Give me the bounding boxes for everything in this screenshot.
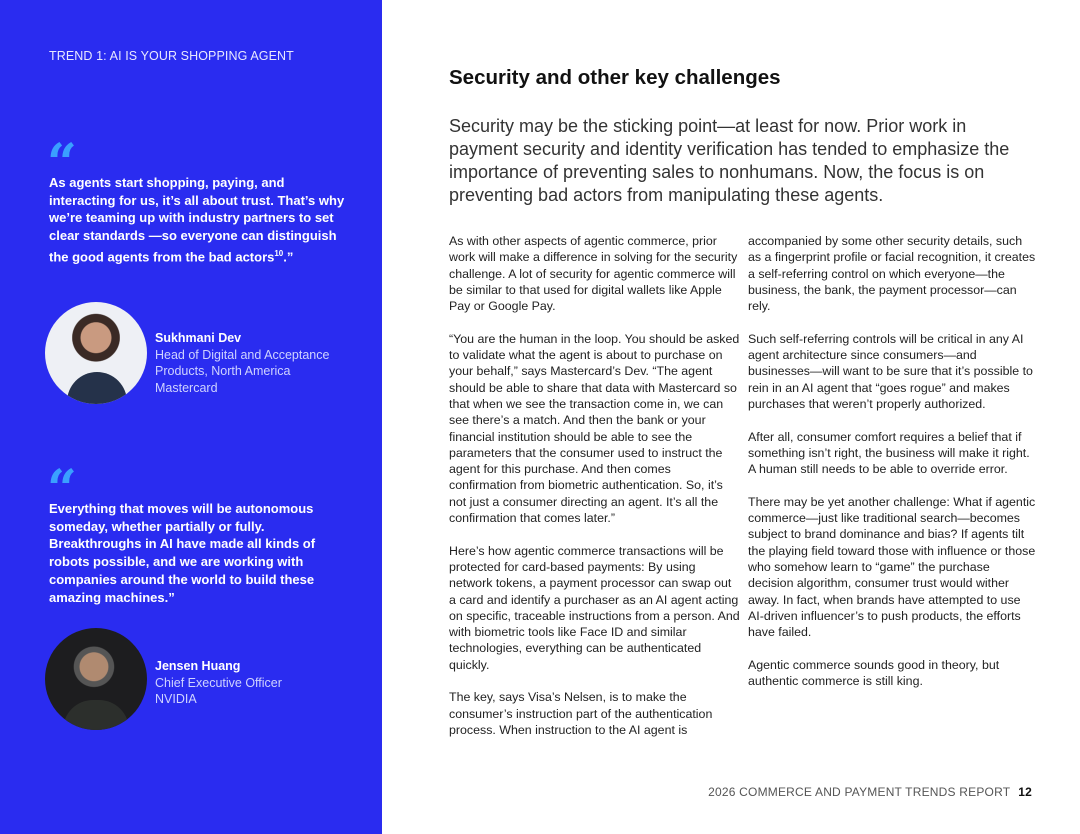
quote-mark-icon: “ (47, 133, 77, 194)
quote-body: As agents start shopping, paying, and interacting for us, it’s all about trust. That’s why we’re teaming up with industry partners to set clear standards —so everyone can distinguish the good agents from the bad actors (49, 175, 345, 265)
speaker-company: Mastercard (155, 380, 218, 395)
quote-close: .” (283, 249, 294, 265)
avatar (45, 302, 147, 404)
paragraph: Here’s how agentic commerce transactions will be protected for card-based payments: By using network tokens, a payment processor can swap out a card and identify a purchaser as an AI agent acting on specific, traceable instructions from a person. And with biometric tools like Face ID and similar technologies, everything can be authenticated quickly. (449, 543, 740, 672)
paragraph: accompanied by some other security details, such as a fingerprint profile or facial recognition, it creates a self-referring control on which everyone—the business, the bank, the payment processor—can rely. (748, 234, 1036, 314)
report-title: 2026 COMMERCE AND PAYMENT TRENDS REPORT (708, 785, 1011, 799)
paragraph: “You are the human in the loop. You should be asked to validate what the agent is about to purchase on your behalf,” says Mastercard’s Dev. “The agent should be able to share that data with Mastercard so that when we see the transaction come in, we can see there’s a match. And then the bank or your financial institution should be able to see the parameters that the consumer used to instruct the agent for this purchase. And then comes confirmation from biometric authentication. So, it’s not just a consumer directing an agent. It’s all the confirmation that comes later.” (449, 331, 740, 526)
quote-text (49, 174, 349, 266)
paragraph: As with other aspects of agentic commerce, prior work will make a difference in solving for the security challenge. A lot of security for agentic commerce will be similar to that used for digital wallets like Apple Pay or Google Pay. (449, 234, 738, 314)
paragraph: Such self-referring controls will be critical in any AI agent architecture since consumers—and businesses—will want to be sure that it’s possible to rein in an AI agent that “goes rogue” and makes purchases that weren’t properly authorized. (748, 331, 1033, 411)
speaker-name: Sukhmani Dev (155, 331, 242, 345)
quote-mark-icon: “ (47, 459, 77, 520)
page-title: Security and other key challenges (449, 66, 781, 89)
speaker-title: Chief Executive Officer (155, 675, 282, 690)
footnote-ref: 10 (274, 248, 284, 258)
paragraph: After all, consumer comfort requires a belief that if something isn’t right, the business will make it right. A human still needs to be able to override error. (748, 429, 1030, 477)
paragraph: Agentic commerce sounds good in theory, but authentic commerce is still king. (748, 657, 1000, 689)
quote-text: Everything that moves will be autonomous someday, whether partially or fully. Breakthroughs in AI have made all kinds of robots possible, and we are working with companies around the world to build these amazing machines.” (49, 501, 316, 605)
speaker-name: Jensen Huang (155, 659, 241, 673)
speaker-info (155, 658, 282, 708)
speaker-company: NVIDIA (155, 692, 197, 706)
lead-paragraph: Security may be the sticking point—at least for now. Prior work in payment security and identity verification has tended to emphasize the importance of preventing sales to nonhumans. Now, the focus is on preventing bad actors from manipulating these agents. (449, 116, 1010, 205)
speaker-info (155, 330, 345, 396)
page-footer (708, 785, 1032, 799)
page-number: 12 (1018, 785, 1032, 799)
body-column-right (748, 233, 1038, 706)
paragraph: The key, says Visa’s Nelsen, is to make the consumer’s instruction part of the authentication process. When instruction to the AI agent is (449, 690, 713, 737)
speaker-title: Head of Digital and Acceptance Products, North America (155, 347, 330, 378)
avatar (45, 628, 147, 730)
trend-label: TREND 1: AI IS YOUR SHOPPING AGENT (49, 49, 294, 63)
quote-sidebar (0, 0, 382, 834)
paragraph: There may be yet another challenge: What if agentic commerce—just like traditional search—becomes subject to brand dominance and bias? If agents tilt the playing field toward those with influence or those who somehow learn to “game” the purchase decision algorithm, consumer trust would wither away. In fact, when brands have attempted to use AI-driven influencer’s to push products, the efforts have failed. (748, 494, 1036, 640)
body-column-left (449, 233, 741, 755)
